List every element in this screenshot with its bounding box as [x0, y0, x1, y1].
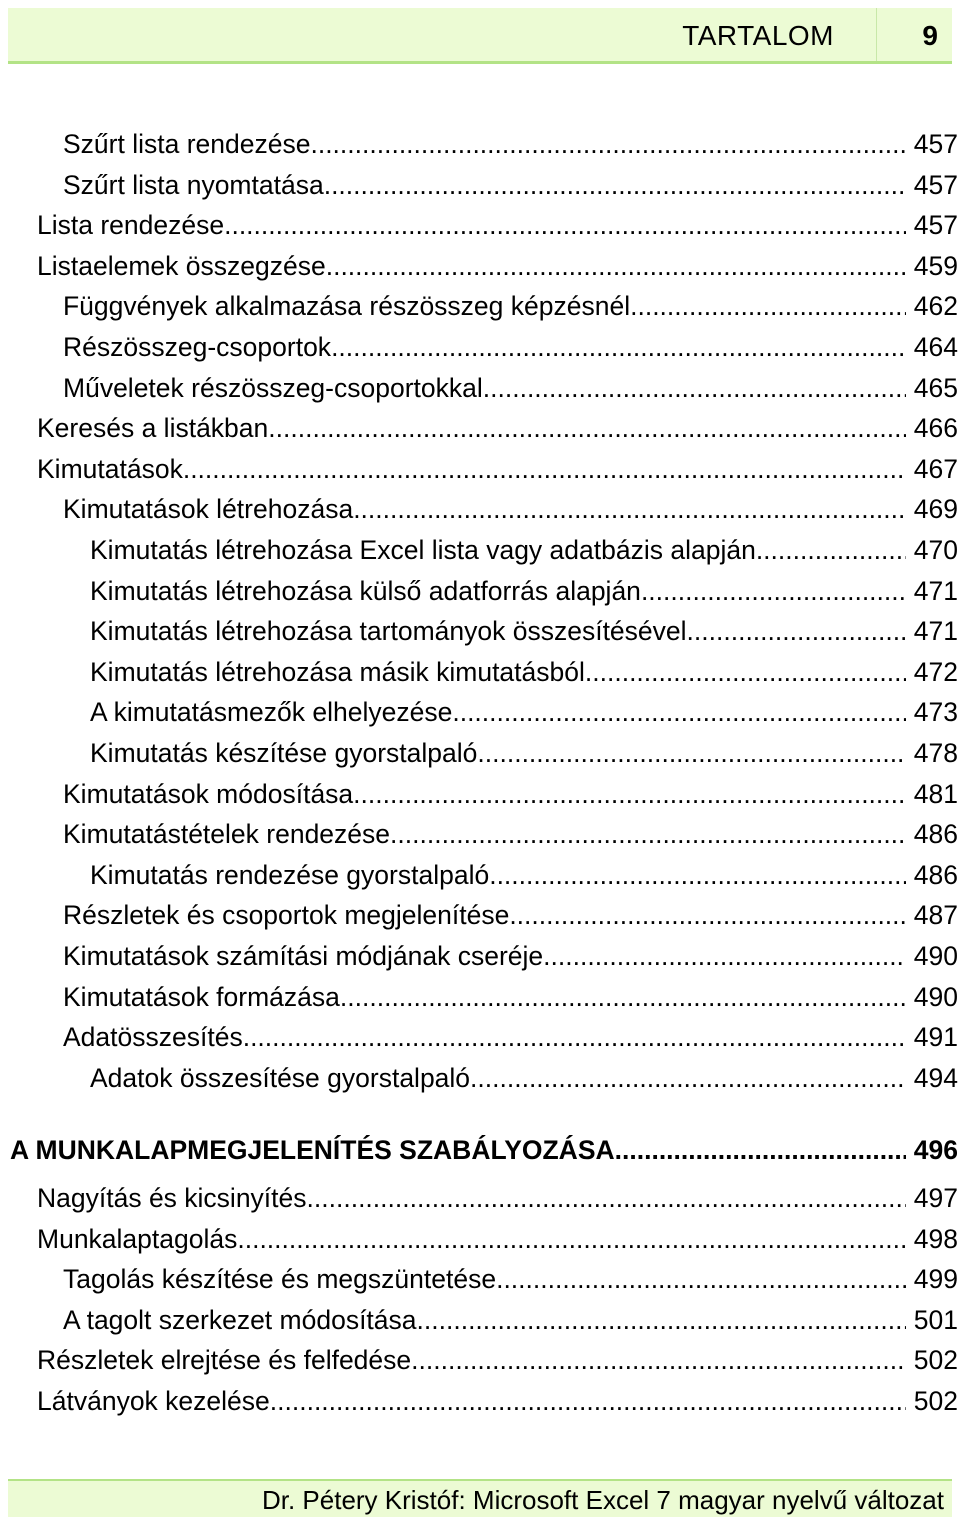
toc-entry[interactable]: [63, 286, 958, 326]
toc-dot-leader: [307, 1178, 906, 1218]
toc-entry-page: 462: [913, 291, 958, 322]
toc-dot-leader: [237, 1219, 905, 1259]
toc-dot-leader: [496, 1259, 906, 1299]
toc-entry[interactable]: [37, 205, 958, 245]
toc-entry-title: Kimutatások létrehozása: [63, 494, 354, 525]
toc-entry[interactable]: [63, 895, 958, 935]
toc-dot-leader: [353, 774, 906, 814]
toc-dot-leader: [243, 1017, 906, 1057]
toc-dot-leader: [641, 571, 906, 611]
toc-entry-title: Szűrt lista nyomtatása: [63, 169, 324, 200]
toc-entry[interactable]: [90, 855, 958, 895]
toc-entry-page: 471: [913, 616, 958, 647]
toc-dot-leader: [630, 286, 906, 326]
toc-entry[interactable]: [63, 489, 958, 529]
toc-dot-leader: [470, 1058, 906, 1098]
toc-entry-title: A MUNKALAPMEGJELENÍTÉS SZABÁLYOZÁSA: [10, 1135, 615, 1165]
toc-dot-leader: [183, 449, 906, 489]
toc-dot-leader: [324, 165, 906, 205]
toc-entry-page: 478: [913, 738, 958, 768]
toc-entry-page: 470: [913, 535, 958, 565]
toc-entry[interactable]: [63, 1017, 958, 1057]
toc-dot-leader: [509, 895, 905, 935]
toc-entry[interactable]: [63, 814, 958, 854]
header-title: TARTALOM: [682, 20, 834, 51]
toc-dot-leader: [411, 1340, 906, 1380]
toc-entry-page: 466: [913, 413, 958, 444]
toc-entry[interactable]: [63, 1300, 958, 1340]
toc-entry-page: 497: [913, 1183, 958, 1213]
toc-entry-page: 487: [913, 900, 958, 931]
toc-dot-leader: [489, 855, 906, 895]
toc-entry[interactable]: [63, 977, 958, 1017]
toc-entry-title: Kimutatás létrehozása tartományok összesítésével: [90, 616, 687, 647]
toc-entry-title: Kimutatástételek rendezése: [63, 819, 391, 850]
toc-entry-title: Függvények alkalmazása részösszeg képzésnél: [63, 291, 631, 322]
toc-entry-page: 457: [913, 129, 958, 159]
toc-entry-title: Kimutatás rendezése gyorstalpaló: [90, 859, 490, 890]
toc-entry-page: 490: [913, 981, 958, 1012]
toc-dot-leader: [390, 814, 906, 854]
toc-dot-leader: [543, 936, 906, 976]
toc-entry-title: Kimutatások formázása: [63, 981, 340, 1012]
toc-dot-leader: [687, 611, 906, 651]
toc-entry-title: Tagolás készítése és megszüntetése: [63, 1264, 497, 1295]
toc-dot-leader: [756, 530, 906, 570]
toc-entry-page: 490: [913, 941, 958, 971]
toc-entry[interactable]: [90, 1058, 958, 1098]
footer-text: Dr. Pétery Kristóf: Microsoft Excel 7 magyar nyelvű változat: [261, 1485, 944, 1515]
toc-entry-title: Keresés a listákban: [37, 413, 269, 444]
toc-dot-leader: [585, 652, 906, 692]
toc-entry[interactable]: [37, 1178, 958, 1218]
toc-entry[interactable]: [37, 1340, 958, 1380]
toc-dot-leader: [353, 489, 906, 529]
toc-entry-title: A tagolt szerkezet módosítása: [63, 1304, 417, 1335]
header-page-number: 9: [922, 20, 938, 51]
toc-entry-title: Listaelemek összegzése: [37, 250, 326, 281]
toc-entry-page: 502: [913, 1345, 958, 1376]
toc-entry-title: Kimutatás készítése gyorstalpaló: [90, 738, 478, 768]
toc-entry-page: 491: [913, 1022, 958, 1053]
toc-dot-leader: [331, 327, 906, 367]
toc-entry[interactable]: [37, 449, 958, 489]
toc-entry-page: 498: [913, 1223, 958, 1254]
toc-entry-page: 465: [913, 372, 958, 403]
toc-entry-title: A kimutatásmezők elhelyezése: [90, 697, 453, 728]
toc-entry-title: Kimutatás létrehozása Excel lista vagy adatbázis alapján: [90, 535, 756, 565]
toc-dot-leader: [310, 124, 905, 164]
toc-entry-page: 486: [913, 859, 958, 890]
toc-entry-title: Adatösszesítés: [63, 1022, 243, 1053]
toc-entry-title: Részletek és csoportok megjelenítése: [63, 900, 510, 931]
toc-entry-title: Nagyítás és kicsinyítés: [37, 1183, 307, 1213]
toc-entry-title: Részösszeg-csoportok: [63, 332, 332, 362]
toc-dot-leader: [615, 1130, 906, 1170]
toc-entry-title: Adatok összesítése gyorstalpaló: [90, 1062, 471, 1093]
toc-entry[interactable]: [63, 1259, 958, 1299]
toc-entry[interactable]: [90, 652, 958, 692]
toc-dot-leader: [340, 977, 906, 1017]
toc-entry-page: 467: [913, 453, 958, 484]
toc-entry-page: 496: [913, 1135, 958, 1165]
toc-entry-page: 457: [913, 210, 958, 241]
toc-entry-title: Kimutatások számítási módjának cseréje: [63, 941, 544, 971]
toc-entry-page: 472: [913, 656, 958, 687]
toc-dot-leader: [483, 368, 906, 408]
toc-entry[interactable]: [63, 936, 958, 976]
toc-entry[interactable]: [90, 733, 958, 773]
toc-entry-title: Kimutatás létrehozása külső adatforrás alapján: [90, 575, 641, 606]
toc-entry-title: Kimutatások módosítása: [63, 778, 354, 809]
toc-entry-page: 464: [913, 332, 958, 362]
toc-dot-leader: [417, 1300, 906, 1340]
page-header: [8, 8, 952, 64]
toc-dot-leader: [270, 1381, 906, 1421]
toc-entry[interactable]: [37, 408, 958, 448]
toc-entry-page: 499: [913, 1264, 958, 1295]
toc-entry[interactable]: [63, 327, 958, 367]
toc-entry-title: Kimutatások: [37, 453, 183, 484]
toc-entry[interactable]: [90, 692, 958, 732]
toc-entry-page: 469: [913, 494, 958, 525]
toc-chapter-entry[interactable]: [10, 1130, 958, 1170]
toc-dot-leader: [452, 692, 905, 732]
toc-entry-title: Lista rendezése: [37, 210, 225, 241]
toc-entry[interactable]: [90, 571, 958, 611]
toc-entry-title: Részletek elrejtése és felfedése: [37, 1345, 412, 1376]
toc-entry-page: 459: [913, 250, 958, 281]
toc-entry-page: 471: [913, 575, 958, 606]
toc-entry[interactable]: [37, 1219, 958, 1259]
toc-entry[interactable]: [63, 774, 958, 814]
toc-entry[interactable]: [37, 246, 958, 286]
toc-entry-page: 481: [913, 778, 958, 809]
toc-entry[interactable]: [37, 1381, 958, 1421]
toc-entry-title: Műveletek részösszeg-csoportokkal: [63, 372, 483, 403]
toc-entry[interactable]: [90, 611, 958, 651]
toc-entry-title: Látványok kezelése: [37, 1386, 270, 1416]
toc-entry-page: 494: [913, 1062, 958, 1093]
toc-entry-page: 457: [913, 169, 958, 200]
toc-dot-leader: [477, 733, 905, 773]
page-footer: [8, 1479, 952, 1517]
toc-entry-title: Kimutatás létrehozása másik kimutatásból: [90, 656, 585, 687]
toc-dot-leader: [268, 408, 906, 448]
toc-dot-leader: [326, 246, 906, 286]
toc-entry[interactable]: [63, 165, 958, 205]
toc-entry-page: 502: [913, 1386, 958, 1416]
toc-dot-leader: [224, 205, 906, 245]
toc-entry-page: 486: [913, 819, 958, 850]
toc-entry[interactable]: [90, 530, 958, 570]
toc-entry-page: 501: [913, 1304, 958, 1335]
toc-entry-title: Szűrt lista rendezése: [63, 129, 311, 159]
toc-entry-title: Munkalaptagolás: [37, 1223, 238, 1254]
toc-entry-page: 473: [913, 697, 958, 728]
toc-entry[interactable]: [63, 124, 958, 164]
toc-entry[interactable]: [63, 368, 958, 408]
header-divider: [876, 8, 877, 61]
